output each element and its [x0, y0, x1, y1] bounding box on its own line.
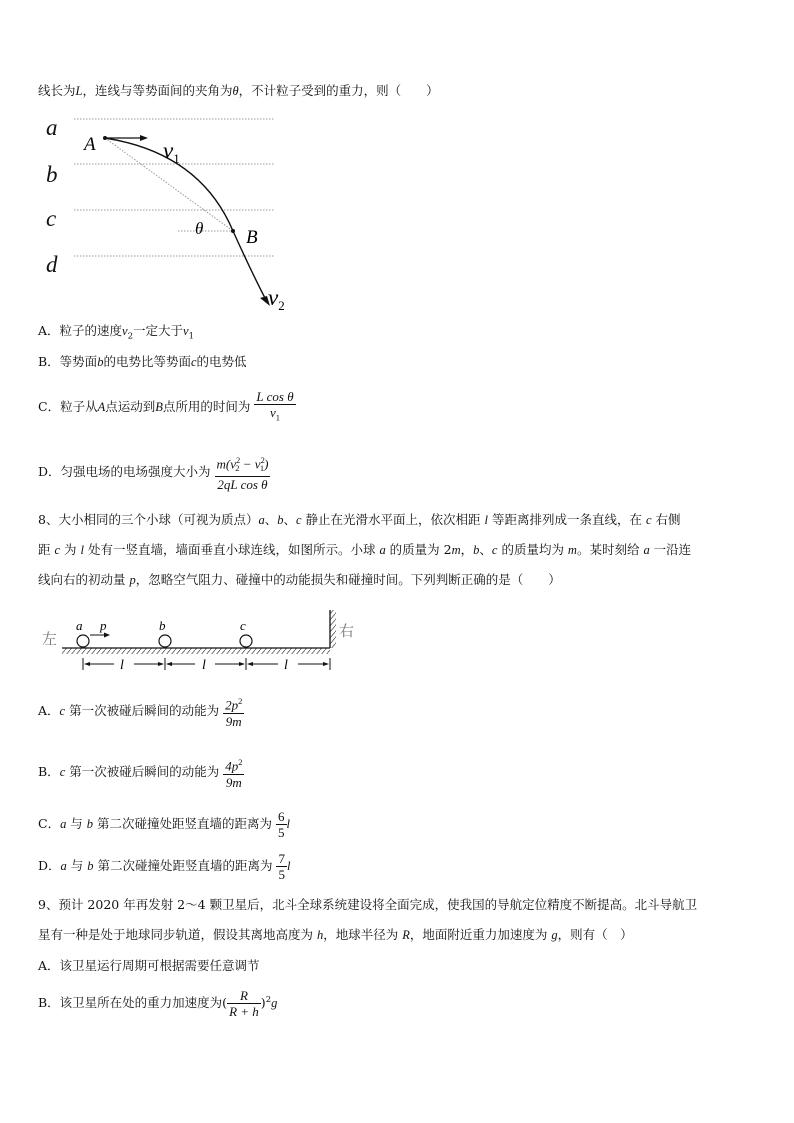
momentum-label: p [100, 618, 107, 633]
point-a-label: A [84, 134, 96, 155]
ball-b [159, 635, 171, 647]
v1-label: $v_1$ [163, 138, 180, 166]
level-a-label: a [46, 115, 58, 140]
ball-c-label: c [240, 618, 246, 633]
v2-label: $v_2$ [268, 285, 285, 313]
point-a-dot [103, 136, 107, 140]
time-fraction: $\frac{\text{L cos θ}}{v_1}$ [256, 389, 294, 423]
v1-arrowhead [140, 135, 148, 141]
q8-c-fraction: $\frac{6}{5}$ [278, 809, 285, 840]
trajectory-curve [105, 138, 266, 300]
ball-c [240, 635, 252, 647]
q9-b-fraction: $\frac{R}{R + h}$ [229, 988, 259, 1020]
equipotential-figure [40, 108, 300, 313]
ball-a-label: a [76, 618, 83, 633]
q8-option-c: C．a 与 b 第二次碰撞处距竖直墙的距离为 $\frac{6}{5}$ l [38, 809, 290, 840]
q8-d-fraction: $\frac{7}{5}$ [278, 851, 285, 882]
ball-b-label: b [159, 618, 166, 633]
intro-line: 线长为L，连线与等势面间的夹角为θ，不计粒子受到的重力，则（ ） [38, 83, 439, 98]
ground-hatch [62, 648, 330, 654]
q8-option-b: B．c 第一次被碰后瞬间的动能为 $\frac{4p^2}{9m}$ [38, 757, 243, 790]
right-label: 右 [339, 624, 355, 640]
q7-option-c: C．粒子从A点运动到B点所用的时间为 $\frac{\text{L cos θ}}{v_1}$ [38, 387, 296, 427]
level-c-label: c [46, 206, 57, 231]
balls-wall-figure [40, 608, 370, 676]
left-label: 左 [42, 632, 58, 648]
q8-option-d: D．a 与 b 第二次碰撞处距竖直墙的距离为 $\frac{7}{5}$ l [38, 851, 291, 882]
q8-line-2: 距 c 为 l 处有一竖直墙，墙面垂直小球连线，如图所示。小球 a 的质量为 2m，b、c 的质量均为 m。某时刻给 a 一沿连 [38, 542, 692, 557]
q9-line-1: 9、预计 2020 年再发射 2～4 颗卫星后，北斗全球系统建设将全面完成，使我国的导航定位精度不断提高。北斗导航卫 [38, 897, 698, 912]
q8-line-3: 线向右的初动量 p，忽略空气阻力、碰撞中的动能损失和碰撞时间。下列判断正确的是（ ） [38, 572, 561, 587]
q8-b-fraction: $\frac{4p^2}{9m}$ [225, 757, 243, 790]
field-fraction: $\frac{m(v^2_2 - v^2_1)}{\text{2qL cos θ}}$ [216, 454, 269, 493]
point-b-dot [231, 229, 235, 233]
q8-option-a: A．c 第一次被碰后瞬间的动能为 $\frac{2p^2}{9m}$ [38, 696, 243, 729]
dist-bc-label: l [202, 658, 206, 673]
q8-a-fraction: $\frac{2p^2}{9m}$ [225, 696, 243, 729]
momentum-arrowhead [104, 633, 110, 638]
dist-ab-label: l [120, 658, 124, 673]
ball-a [77, 635, 89, 647]
wall-hatch [330, 610, 336, 648]
dist-c-wall-label: l [284, 658, 288, 673]
q7-option-a: A．粒子的速度$v_2$一定大于$v_1$ [38, 323, 195, 342]
q9-option-a: A．该卫星运行周期可根据需要任意调节 [38, 958, 260, 973]
q7-option-d: D．匀强电场的电场强度大小为 $\frac{m(v^2_2 - v^2_1)}{\text{2qL cos θ}}$ [38, 454, 269, 493]
point-b-label: B [246, 227, 258, 248]
angle-label: θ [195, 219, 204, 238]
q7-option-b: B．等势面b的电势比等势面c的电势低 [38, 354, 247, 369]
q9-option-b: B．该卫星所在处的重力加速度为( $\frac{R}{R + h}$ )$^2$g [38, 988, 278, 1020]
q9-line-2: 星有一种是处于地球同步轨道，假设其离地高度为 h，地球半径为 R，地面附近重力加速度为 g，则有（ ） [38, 927, 633, 942]
level-d-label: d [46, 252, 58, 277]
q8-line-1: 8、大小相同的三个小球（可视为质点）a、b、c 静止在光滑水平面上，依次相距 l 等距离排列成一条直线，在 c 右侧 [38, 512, 681, 527]
level-b-label: b [46, 162, 58, 187]
